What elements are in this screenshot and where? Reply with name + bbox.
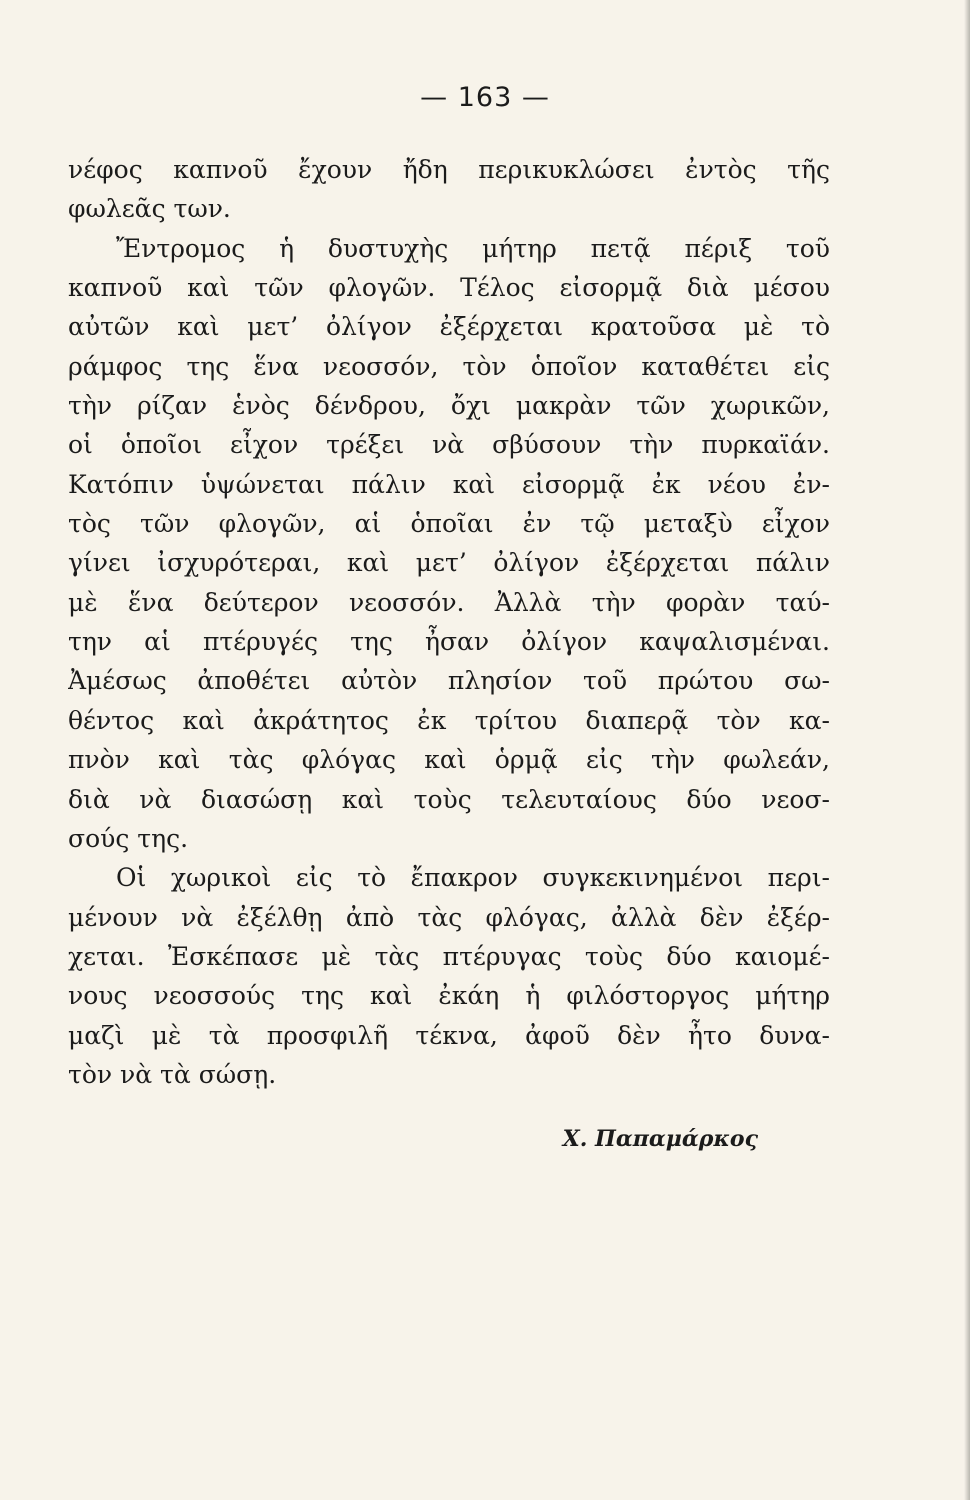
- text-line: Κατόπιν ὑψώνεται πάλιν καὶ εἰσορμᾷ ἐκ νέου ἐν-: [68, 469, 830, 499]
- text-line: Ἔντρομος ἡ δυστυχὴς μήτηρ πετᾷ πέριξ τοῦ: [116, 233, 830, 263]
- text-line: καπνοῦ καὶ τῶν φλογῶν. Τέλος εἰσορμᾷ διὰ μέσου: [68, 273, 830, 303]
- text-line: αὐτῶν καὶ μετ’ ὀλίγον ἐξέρχεται κρατοῦσα μὲ τὸ: [68, 312, 830, 342]
- text-line: οἱ ὁποῖοι εἶχον τρέξει νὰ σβύσουν τὴν πυρκαϊάν.: [68, 430, 830, 460]
- text-line: Ἀμέσως ἀποθέτει αὐτὸν πλησίον τοῦ πρώτου σω-: [68, 666, 830, 696]
- text-line: θέντος καὶ ἀκράτητος ἐκ τρίτου διαπερᾷ τὸν κα-: [68, 705, 830, 735]
- text-line: τὴν ρίζαν ἑνὸς δένδρου, ὄχι μακρὰν τῶν χωρικῶν,: [68, 391, 830, 421]
- text-line: φωλεᾶς των.: [68, 194, 231, 224]
- text-line: μὲ ἕνα δεύτερον νεοσσόν. Ἀλλὰ τὴν φορὰν ταύ-: [68, 587, 830, 617]
- page-edge-shadow: [964, 0, 970, 1500]
- text-line: γίνει ἰσχυρότεραι, καὶ μετ’ ὀλίγον ἐξέρχεται πάλιν: [68, 548, 830, 578]
- text-line: την αἱ πτέρυγές της ἦσαν ὀλίγον καψαλισμέναι.: [68, 627, 830, 657]
- author-signature: Χ. Παπαμάρκος: [562, 1126, 758, 1152]
- text-line: Οἱ χωρικοὶ εἰς τὸ ἔπακρον συγκεκινημένοι περι-: [116, 863, 830, 893]
- text-line: τὸν νὰ τὰ σώσῃ.: [68, 1059, 277, 1089]
- text-line: χεται. Ἐσκέπασε μὲ τὰς πτέρυγας τοὺς δύο καιομέ-: [68, 941, 830, 971]
- text-line: μαζὶ μὲ τὰ προσφιλῆ τέκνα, ἀφοῦ δὲν ἦτο δυνα-: [68, 1020, 830, 1050]
- text-line: μένουν νὰ ἐξέλθῃ ἀπὸ τὰς φλόγας, ἀλλὰ δὲν ἐξέρ-: [68, 902, 830, 932]
- text-line: διὰ νὰ διασώσῃ καὶ τοὺς τελευταίους δύο νεοσ-: [68, 784, 830, 814]
- text-line: ράμφος της ἕνα νεοσσόν, τὸν ὁποῖον καταθέτει εἰς: [68, 351, 830, 381]
- text-line: τὸς τῶν φλογῶν, αἱ ὁποῖαι ἐν τῷ μεταξὺ εἶχον: [68, 509, 830, 539]
- text-line: νέφος καπνοῦ ἔχουν ἤδη περικυκλώσει ἐντὸς τῆς: [68, 155, 830, 184]
- text-line: πνὸν καὶ τὰς φλόγας καὶ ὁρμᾷ εἰς τὴν φωλεάν,: [68, 745, 830, 775]
- text-line: νους νεοσσούς της καὶ ἐκάη ἡ φιλόστοργος μήτηρ: [68, 981, 830, 1011]
- page-body-text: [68, 150, 830, 1094]
- page-number: — 163 —: [420, 82, 550, 113]
- text-line: σούς της.: [68, 823, 189, 853]
